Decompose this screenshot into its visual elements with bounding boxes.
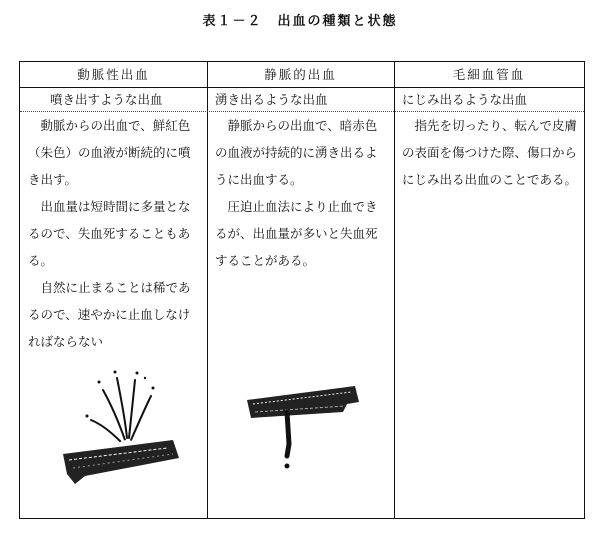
column-header: 静脈的出血 — [264, 67, 337, 82]
column-arterial — [20, 62, 207, 518]
column-venous — [207, 62, 394, 518]
column-body — [207, 112, 394, 274]
column-subtitle: 噴き出すような出血 — [50, 92, 163, 107]
paragraph: 自然に止まることは稀であるので、速やかに止血しなければならない — [28, 280, 191, 349]
paragraph: 圧迫止血法により止血できるが、出血量が多いと失血死することがある。 — [215, 199, 378, 268]
venous-flow-illustration — [243, 382, 363, 472]
column-body — [20, 112, 207, 355]
paragraph: 出血量は短時間に多量となるので、失血死することもある。 — [28, 199, 191, 268]
paragraph: 動脈からの出血で、鮮紅色（朱色）の血液が断続的に噴き出す。 — [28, 118, 191, 187]
paragraph: 指先を切ったり、転んで皮膚の表面を傷つけた際、傷口からにじみ出る出血のことである。 — [402, 118, 578, 187]
arterial-spurt-illustration — [55, 368, 185, 493]
column-body — [394, 112, 584, 193]
table-title: 表１－２ 出血の種類と状態 — [202, 14, 398, 29]
column-subtitle: 湧き出るような出血 — [215, 92, 328, 107]
column-subtitle: にじみ出るような出血 — [402, 92, 528, 107]
paragraph: 静脈からの出血で、暗赤色の血液が持続的に湧き出るように出血する。 — [215, 118, 378, 187]
bleeding-types-table — [19, 61, 585, 519]
column-header: 毛細血管血 — [452, 67, 526, 82]
column-capillary — [394, 62, 584, 518]
column-header: 動脈性出血 — [77, 67, 150, 82]
